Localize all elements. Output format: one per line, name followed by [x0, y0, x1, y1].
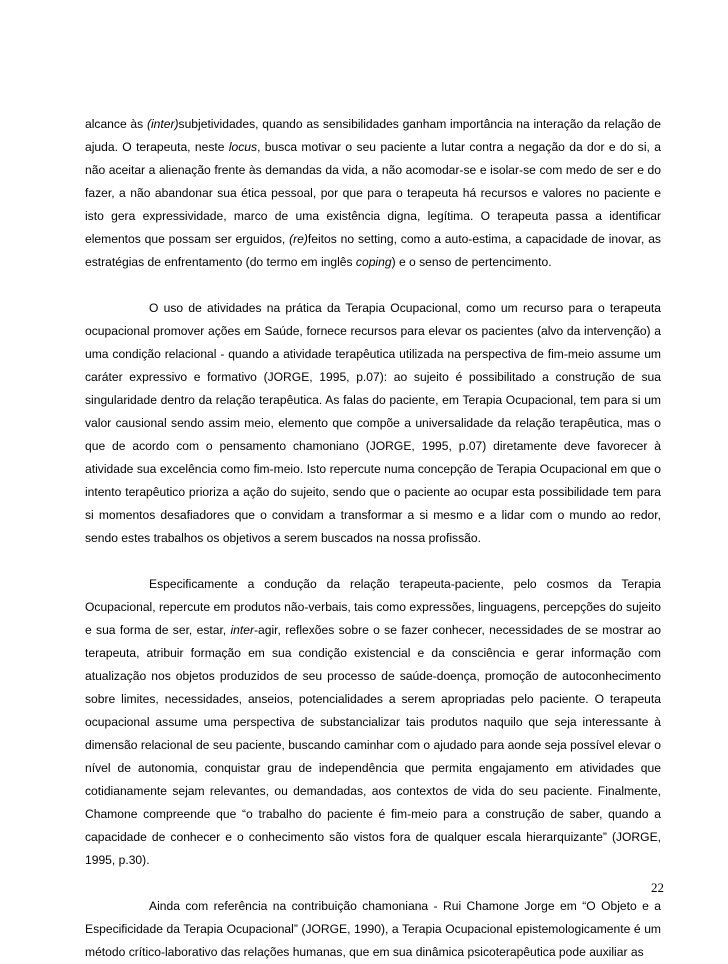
text-run: Ainda com referência na contribuição chamoniana - Rui Chamone Jorge em “O Objeto e a Especificidade da Terapia Ocupacional” (JORGE, 1990), a Terapia Ocupacional epistemologicamente é um método crítico-laborativo das relações humanas, que em sua dinâmica psicoterapêutica pode auxiliar as	[85, 899, 661, 959]
italic-term: inter	[230, 623, 255, 637]
page-number: 22	[651, 880, 664, 895]
text-run: ) e o senso de pertencimento.	[391, 255, 552, 269]
text-run: Especificamente a condução da relação terapeuta-paciente, pelo cosmos da Terapia Ocupacional, repercute em produtos não-verbais, tais como expressões, linguagens, percepções do sujeito e sua forma de ser, estar,	[85, 577, 661, 637]
paragraph-spacer	[85, 872, 661, 895]
paragraph-2	[85, 297, 661, 550]
text-run: , busca motivar o seu paciente a lutar contra a negação da dor e do si, a não aceitar a alienação frente às demandas da vida, a não acomodar-se e isolar-se com medo de ser e do fazer, a não abandonar sua ética pessoal, por que para o terapeuta há recursos e valores no paciente e isto gera expressividade, marco de uma existência digna, legítima. O terapeuta passa a identificar elementos que possam ser erguidos,	[85, 140, 661, 246]
text-run: feitos no setting, como a auto-estima, a capacidade de inovar, as estratégias de enfrentamento (do termo em inglês	[85, 232, 661, 269]
text-run: -agir, reflexões sobre o se fazer conhecer, necessidades de se mostrar ao terapeuta, atribuir formação em sua condição existencial e da consciência e gerar informação com atualização nos objetos produzidos de seu processo de saúde-doença, promoção de autoconhecimento sobre limites, necessidades, anseios, potencialidades a serem apropriadas pelo paciente. O terapeuta ocupacional assume uma perspectiva de substancializar tais produtos naquilo que seja interessante à dimensão relacional de seu paciente, buscando caminhar com o ajudado para aonde seja possível elevar o nível de autonomia, conquistar grau de independência que permita engajamento em atividades que cotidianamente sejam relevantes, ou demandadas, aos contextos de vida do seu paciente. Finalmente, Chamone compreende que “o trabalho do paciente é fim-meio para a construção de saber, quando a capacidade de conhecer e o conhecimento são vistos fora de qualquer escala hierarquizante” (JORGE, 1995, p.30).	[85, 623, 661, 867]
italic-term: coping	[355, 255, 392, 269]
paragraph-4	[85, 895, 661, 964]
italic-term: (re)	[289, 232, 308, 246]
paragraph-1	[85, 113, 661, 274]
text-run: O uso de atividades na prática da Terapia Ocupacional, como um recurso para o terapeuta ocupacional promover ações em Saúde, fornece recursos para elevar os pacientes (alvo da intervenção) a uma condição relacional - quando a atividade terapêutica utilizada na perspectiva de fim-meio assume um caráter expressivo e formativo (JORGE, 1995, p.07): ao sujeito é possibilitado a construção de sua singularidade dentro da relação terapêutica. As falas do paciente, em Terapia Ocupacional, tem para si um valor causional sendo assim meio, elemento que compõe a universalidade da relação terapêutica, mas o que de acordo com o pensamento chamoniano (JORGE, 1995, p.07) diretamente deve favorecer à atividade sua excelência como fim-meio. Isto repercute numa concepção de Terapia Ocupacional em que o intento terapêutico prioriza a ação do sujeito, sendo que o paciente ao ocupar esta possibilidade tem para si momentos desafiadores que o convidam a transformar a si mesmo e a lidar com o mundo ao redor, sendo estes trabalhos os objetivos a serem buscados na nossa profissão.	[85, 301, 661, 545]
body-text	[85, 113, 661, 964]
text-run: alcance às	[85, 117, 147, 131]
text-run: subjetividades, quando as sensibilidades ganham importância na interação da relação de ajuda. O terapeuta, neste	[85, 117, 661, 154]
italic-term: locus	[228, 140, 258, 154]
italic-term: (inter)	[146, 117, 179, 131]
paragraph-spacer	[85, 550, 661, 573]
paragraph-3	[85, 573, 661, 872]
paragraph-spacer	[85, 274, 661, 297]
